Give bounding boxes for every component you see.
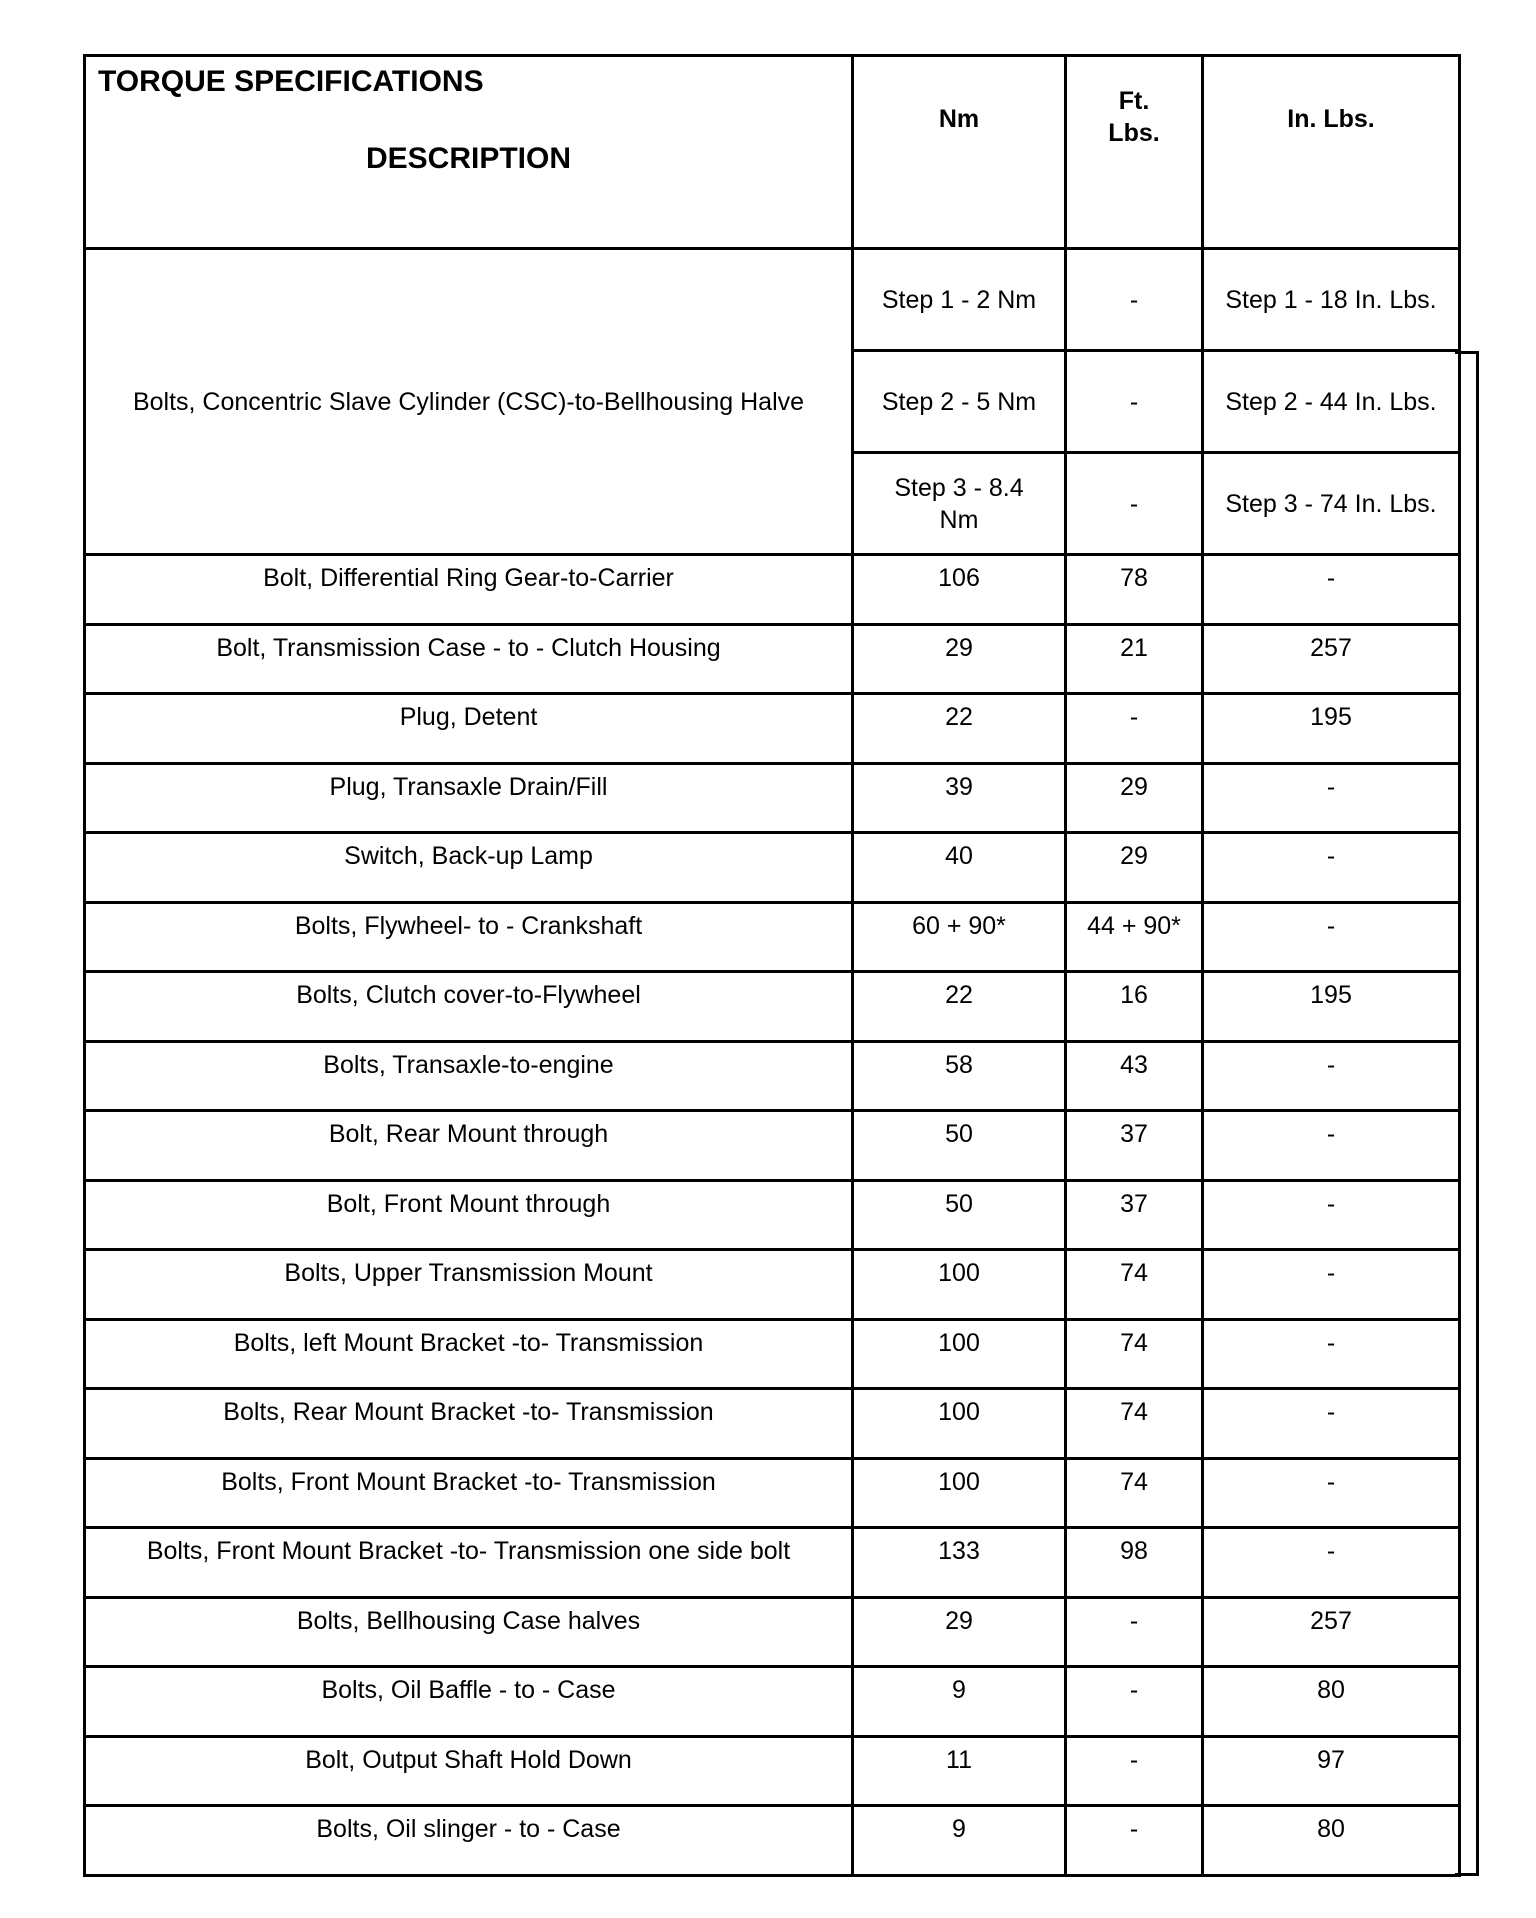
description-cell: Bolts, Clutch cover-to-Flywheel (85, 972, 853, 1042)
table-row (85, 763, 1460, 833)
description-cell: Switch, Back-up Lamp (85, 833, 853, 903)
csc-step-in-cell: Step 3 - 74 In. Lbs. (1203, 453, 1460, 555)
description-column-header: DESCRIPTION (365, 142, 572, 175)
csc-step-row (85, 249, 1460, 351)
ft-lbs-cell: - (1066, 1597, 1203, 1667)
torque-spec-table (83, 54, 1461, 1877)
description-cell: Bolt, Rear Mount through (85, 1111, 853, 1181)
ft-lbs-cell: - (1066, 1667, 1203, 1737)
table-row (85, 1597, 1460, 1667)
in-lbs-cell: - (1203, 1528, 1460, 1598)
ft-lbs-cell: 78 (1066, 555, 1203, 625)
nm-cell: 106 (853, 555, 1066, 625)
table-row (85, 1180, 1460, 1250)
nm-cell: 100 (853, 1319, 1066, 1389)
in-lbs-column-header: In. Lbs. (1203, 56, 1460, 249)
description-cell: Bolts, Front Mount Bracket -to- Transmission (85, 1458, 853, 1528)
ft-lbs-cell: - (1066, 1736, 1203, 1806)
description-cell: Bolts, left Mount Bracket -to- Transmission (85, 1319, 853, 1389)
nm-cell: 100 (853, 1250, 1066, 1320)
ft-lbs-cell: 43 (1066, 1041, 1203, 1111)
description-cell: Bolts, Upper Transmission Mount (85, 1250, 853, 1320)
in-lbs-cell: - (1203, 763, 1460, 833)
ft-lbs-cell: 74 (1066, 1250, 1203, 1320)
in-lbs-cell: 80 (1203, 1667, 1460, 1737)
nm-cell: 11 (853, 1736, 1066, 1806)
table-title: TORQUE SPECIFICATIONS (98, 65, 484, 98)
table-row (85, 1458, 1460, 1528)
in-lbs-cell: 195 (1203, 972, 1460, 1042)
table-row (85, 1250, 1460, 1320)
description-cell: Bolts, Flywheel- to - Crankshaft (85, 902, 853, 972)
description-cell: Bolts, Front Mount Bracket -to- Transmission one side bolt (85, 1528, 853, 1598)
table-row (85, 902, 1460, 972)
in-lbs-cell: - (1203, 1458, 1460, 1528)
description-cell: Bolt, Transmission Case - to - Clutch Housing (85, 624, 853, 694)
in-lbs-cell: - (1203, 1111, 1460, 1181)
csc-step-in-cell: Step 2 - 44 In. Lbs. (1203, 351, 1460, 453)
table-row (85, 624, 1460, 694)
in-lbs-cell: - (1203, 902, 1460, 972)
table-row (85, 1111, 1460, 1181)
csc-step-nm-cell: Step 3 - 8.4 Nm (853, 453, 1066, 555)
table-header-row (85, 56, 1460, 249)
nm-cell: 133 (853, 1528, 1066, 1598)
ft-lbs-cell: 44 + 90* (1066, 902, 1203, 972)
ft-lbs-cell: 74 (1066, 1319, 1203, 1389)
csc-step-ft-cell: - (1066, 351, 1203, 453)
ft-lbs-cell: - (1066, 1806, 1203, 1876)
ft-lbs-cell: 74 (1066, 1458, 1203, 1528)
nm-cell: 50 (853, 1180, 1066, 1250)
in-lbs-cell: 257 (1203, 624, 1460, 694)
table-row (85, 555, 1460, 625)
description-cell: Plug, Detent (85, 694, 853, 764)
description-cell: Bolt, Front Mount through (85, 1180, 853, 1250)
in-lbs-cell: 80 (1203, 1806, 1460, 1876)
ft-lbs-cell: 37 (1066, 1180, 1203, 1250)
table-row (85, 1736, 1460, 1806)
nm-cell: 9 (853, 1667, 1066, 1737)
ft-lbs-header-line2: Lbs. (1108, 119, 1160, 147)
description-cell: Bolts, Rear Mount Bracket -to- Transmission (85, 1389, 853, 1459)
description-cell: Plug, Transaxle Drain/Fill (85, 763, 853, 833)
table-row (85, 1389, 1460, 1459)
csc-step-ft-cell: - (1066, 453, 1203, 555)
nm-cell: 22 (853, 694, 1066, 764)
csc-step-nm-cell: Step 1 - 2 Nm (853, 249, 1066, 351)
description-cell: Bolts, Oil Baffle - to - Case (85, 1667, 853, 1737)
csc-step-in-cell: Step 1 - 18 In. Lbs. (1203, 249, 1460, 351)
nm-cell: 29 (853, 624, 1066, 694)
in-lbs-cell: - (1203, 555, 1460, 625)
nm-cell: 39 (853, 763, 1066, 833)
nm-column-header: Nm (853, 56, 1066, 249)
in-lbs-cell: - (1203, 1250, 1460, 1320)
description-cell: Bolt, Output Shaft Hold Down (85, 1736, 853, 1806)
table-row (85, 1528, 1460, 1598)
in-lbs-cell: 257 (1203, 1597, 1460, 1667)
ft-lbs-cell: 98 (1066, 1528, 1203, 1598)
ft-lbs-cell: 74 (1066, 1389, 1203, 1459)
ft-lbs-cell: 29 (1066, 833, 1203, 903)
in-lbs-cell: - (1203, 833, 1460, 903)
in-lbs-cell: - (1203, 1180, 1460, 1250)
ft-lbs-cell: 29 (1066, 763, 1203, 833)
nm-cell: 100 (853, 1389, 1066, 1459)
header-description-cell (85, 56, 853, 249)
table-row (85, 694, 1460, 764)
nm-cell: 22 (853, 972, 1066, 1042)
nm-cell: 9 (853, 1806, 1066, 1876)
description-cell: Bolts, Oil slinger - to - Case (85, 1806, 853, 1876)
in-lbs-cell: - (1203, 1319, 1460, 1389)
description-cell: Bolt, Differential Ring Gear-to-Carrier (85, 555, 853, 625)
table-row (85, 1806, 1460, 1876)
nm-cell: 29 (853, 1597, 1066, 1667)
ft-lbs-cell: 37 (1066, 1111, 1203, 1181)
description-cell: Bolts, Bellhousing Case halves (85, 1597, 853, 1667)
ft-lbs-header-line1: Ft. (1118, 87, 1150, 115)
ft-lbs-column-header (1066, 56, 1203, 249)
nm-cell: 100 (853, 1458, 1066, 1528)
table-row (85, 1041, 1460, 1111)
table-row (85, 1319, 1460, 1389)
description-cell: Bolts, Transaxle-to-engine (85, 1041, 853, 1111)
csc-step-nm-cell: Step 2 - 5 Nm (853, 351, 1066, 453)
table-row (85, 1667, 1460, 1737)
ft-lbs-cell: 16 (1066, 972, 1203, 1042)
in-lbs-cell: - (1203, 1389, 1460, 1459)
nm-cell: 40 (853, 833, 1066, 903)
csc-description-cell: Bolts, Concentric Slave Cylinder (CSC)-to-Bellhousing Halve (85, 249, 853, 555)
csc-step-ft-cell: - (1066, 249, 1203, 351)
ft-lbs-cell: 21 (1066, 624, 1203, 694)
nm-cell: 58 (853, 1041, 1066, 1111)
nm-cell: 60 + 90* (853, 902, 1066, 972)
nm-cell: 50 (853, 1111, 1066, 1181)
in-lbs-cell: 97 (1203, 1736, 1460, 1806)
table-row (85, 833, 1460, 903)
table-row (85, 972, 1460, 1042)
in-lbs-cell: - (1203, 1041, 1460, 1111)
in-lbs-cell: 195 (1203, 694, 1460, 764)
ft-lbs-cell: - (1066, 694, 1203, 764)
